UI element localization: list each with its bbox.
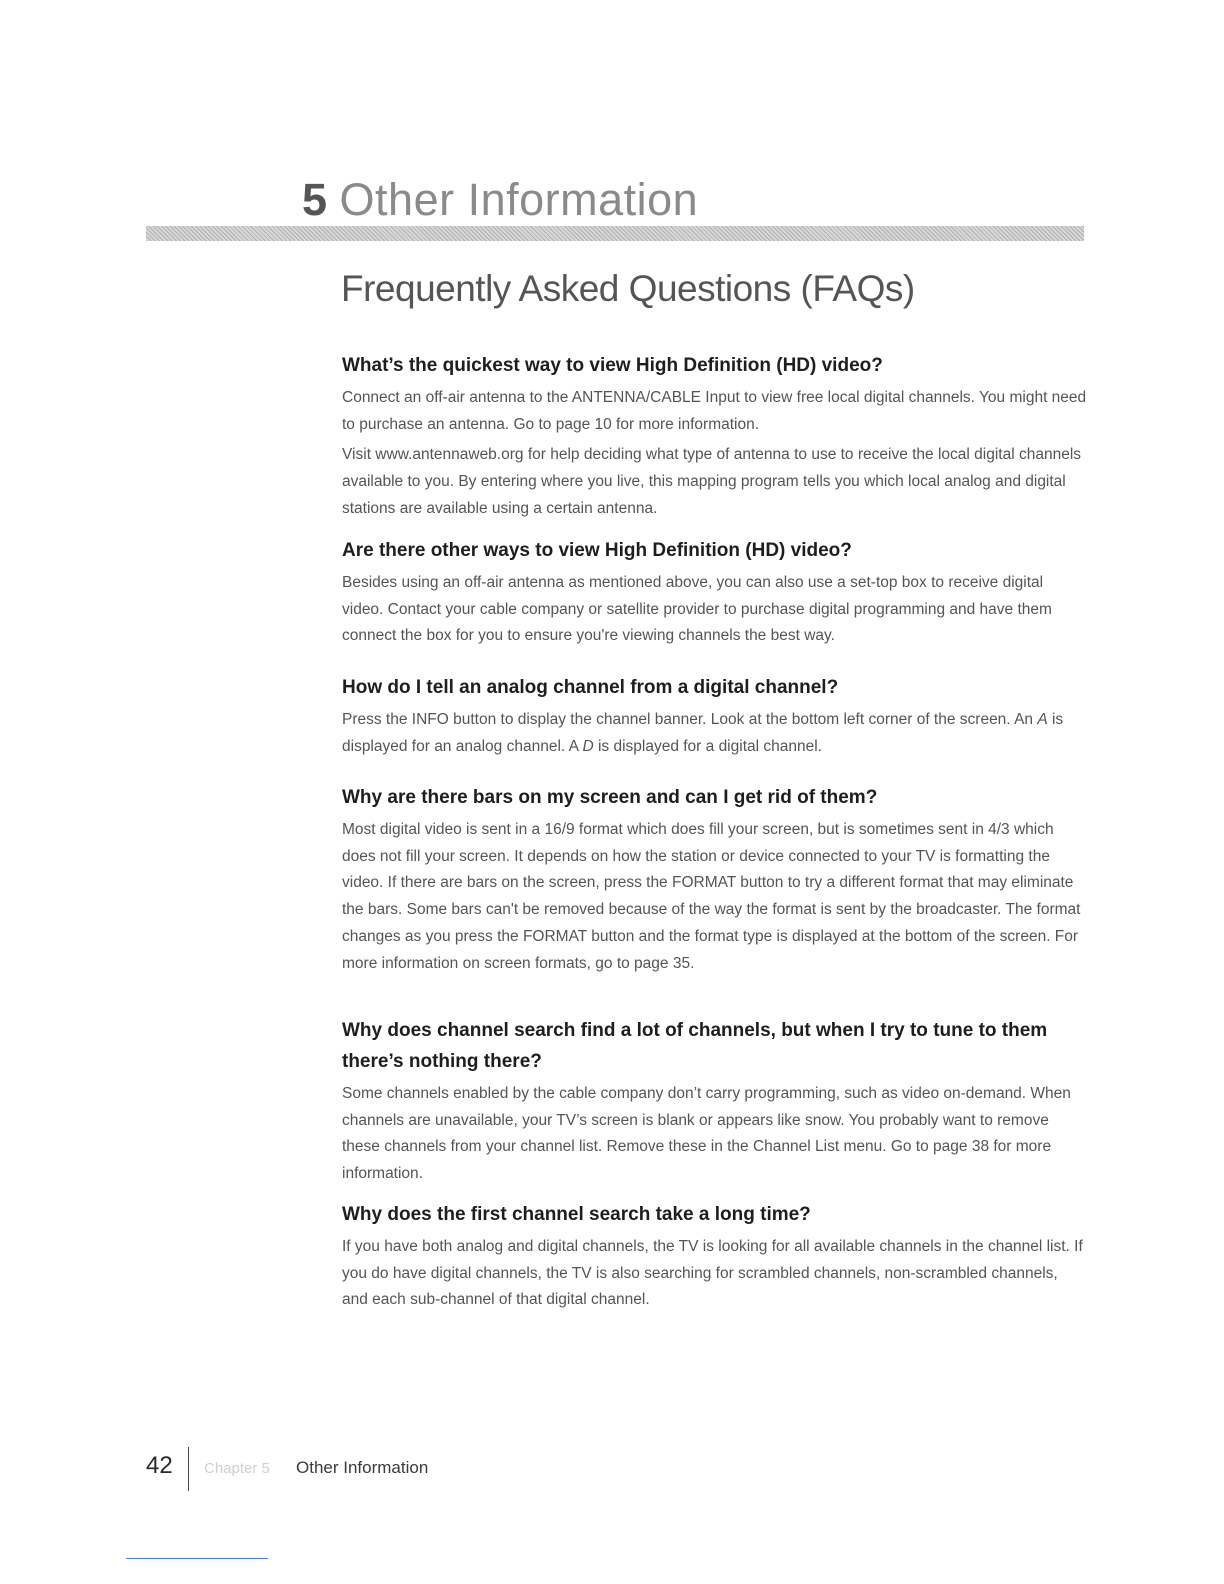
faq-item-hd-other-ways — [342, 535, 1087, 650]
faq-item-hd-quickest — [342, 350, 1087, 523]
faq-item-analog-vs-digital — [342, 672, 1087, 760]
faq-answer-text: is displayed for an analog channel. A — [342, 711, 1064, 755]
faq-answer: If you have both analog and digital channels, the TV is looking for all available channels in the channel list. If you do have digital channels, the TV is also searching for scrambled channels, non-scrambled channels, and each sub-channel of that digital channel. — [342, 1238, 1083, 1309]
page-number: 42 — [146, 1452, 173, 1479]
footer-section-label: Other Information — [296, 1458, 429, 1477]
footer-divider — [188, 1447, 189, 1491]
faq-item-channel-search-nothing — [342, 1015, 1087, 1188]
faq-question: Why does the first channel search take a long time? — [342, 1204, 811, 1225]
faq-answer-text: Press the INFO button to display the channel banner. Look at the bottom left corner of the screen. An — [342, 711, 1038, 728]
faq-answer: Some channels enabled by the cable company don’t carry programming, such as video on-demand. When channels are unavailable, your TV’s screen is blank or appears like snow. You probably want to remove these channels from your channel list. Remove these in the Channel List menu. Go to page 38 for more information. — [342, 1085, 1071, 1183]
analog-indicator-letter: A — [1037, 711, 1048, 728]
faq-answer: Connect an off-air antenna to the ANTENNA/CABLE Input to view free local digital channels. You might need to purchase an antenna. Go to page 10 for more information. — [342, 389, 1087, 433]
faq-question: Why are there bars on my screen and can I get rid of them? — [342, 787, 878, 808]
chapter-header-bar — [146, 226, 1084, 241]
faq-question: Why does channel search find a lot of channels, but when I try to tune to them there’s nothing there? — [342, 1020, 1048, 1072]
chapter-header — [302, 172, 698, 228]
faq-answer: Most digital video is sent in a 16/9 format which does fill your screen, but is sometimes sent in 4/3 which does not fill your screen. It depends on how the station or device connected to your TV is formatting the video. If there are bars on the screen, press the FORMAT button to try a different format that may eliminate the bars. Some bars can't be removed because of the way the format is sent by the broadcaster. The format changes as you press the FORMAT button and the format type is displayed at the bottom of the screen. For more information on screen formats, go to page 35. — [342, 821, 1081, 972]
faq-question: How do I tell an analog channel from a digital channel? — [342, 677, 839, 698]
bottom-rule — [126, 1558, 268, 1559]
faq-answer: Besides using an off-air antenna as mentioned above, you can also use a set-top box to receive digital video. Contact your cable company or satellite provider to purchase digital programming and have them connect the box for you to ensure you're viewing channels the best way. — [342, 574, 1052, 645]
chapter-title: Other Information — [339, 174, 699, 225]
faq-answer-text: is displayed for a digital channel. — [593, 737, 822, 755]
digital-indicator-letter: D — [582, 737, 594, 755]
chapter-number: 5 — [302, 174, 328, 225]
faq-question: Are there other ways to view High Definition (HD) video? — [342, 540, 852, 561]
faq-answer: Visit www.antennaweb.org for help deciding what type of antenna to use to receive the local digital channels available to you. By entering where you live, this mapping program tells you which local analog and digital stations are available using a certain antenna. — [342, 446, 1082, 517]
faq-question: What’s the quickest way to view High Definition (HD) video? — [342, 355, 883, 376]
faq-item-screen-bars — [342, 782, 1087, 977]
section-title: Frequently Asked Questions (FAQs) — [341, 268, 915, 309]
footer-chapter-label: Chapter 5 — [204, 1460, 270, 1477]
faq-item-first-search-long — [342, 1199, 1087, 1314]
faq-answer — [342, 707, 1087, 760]
